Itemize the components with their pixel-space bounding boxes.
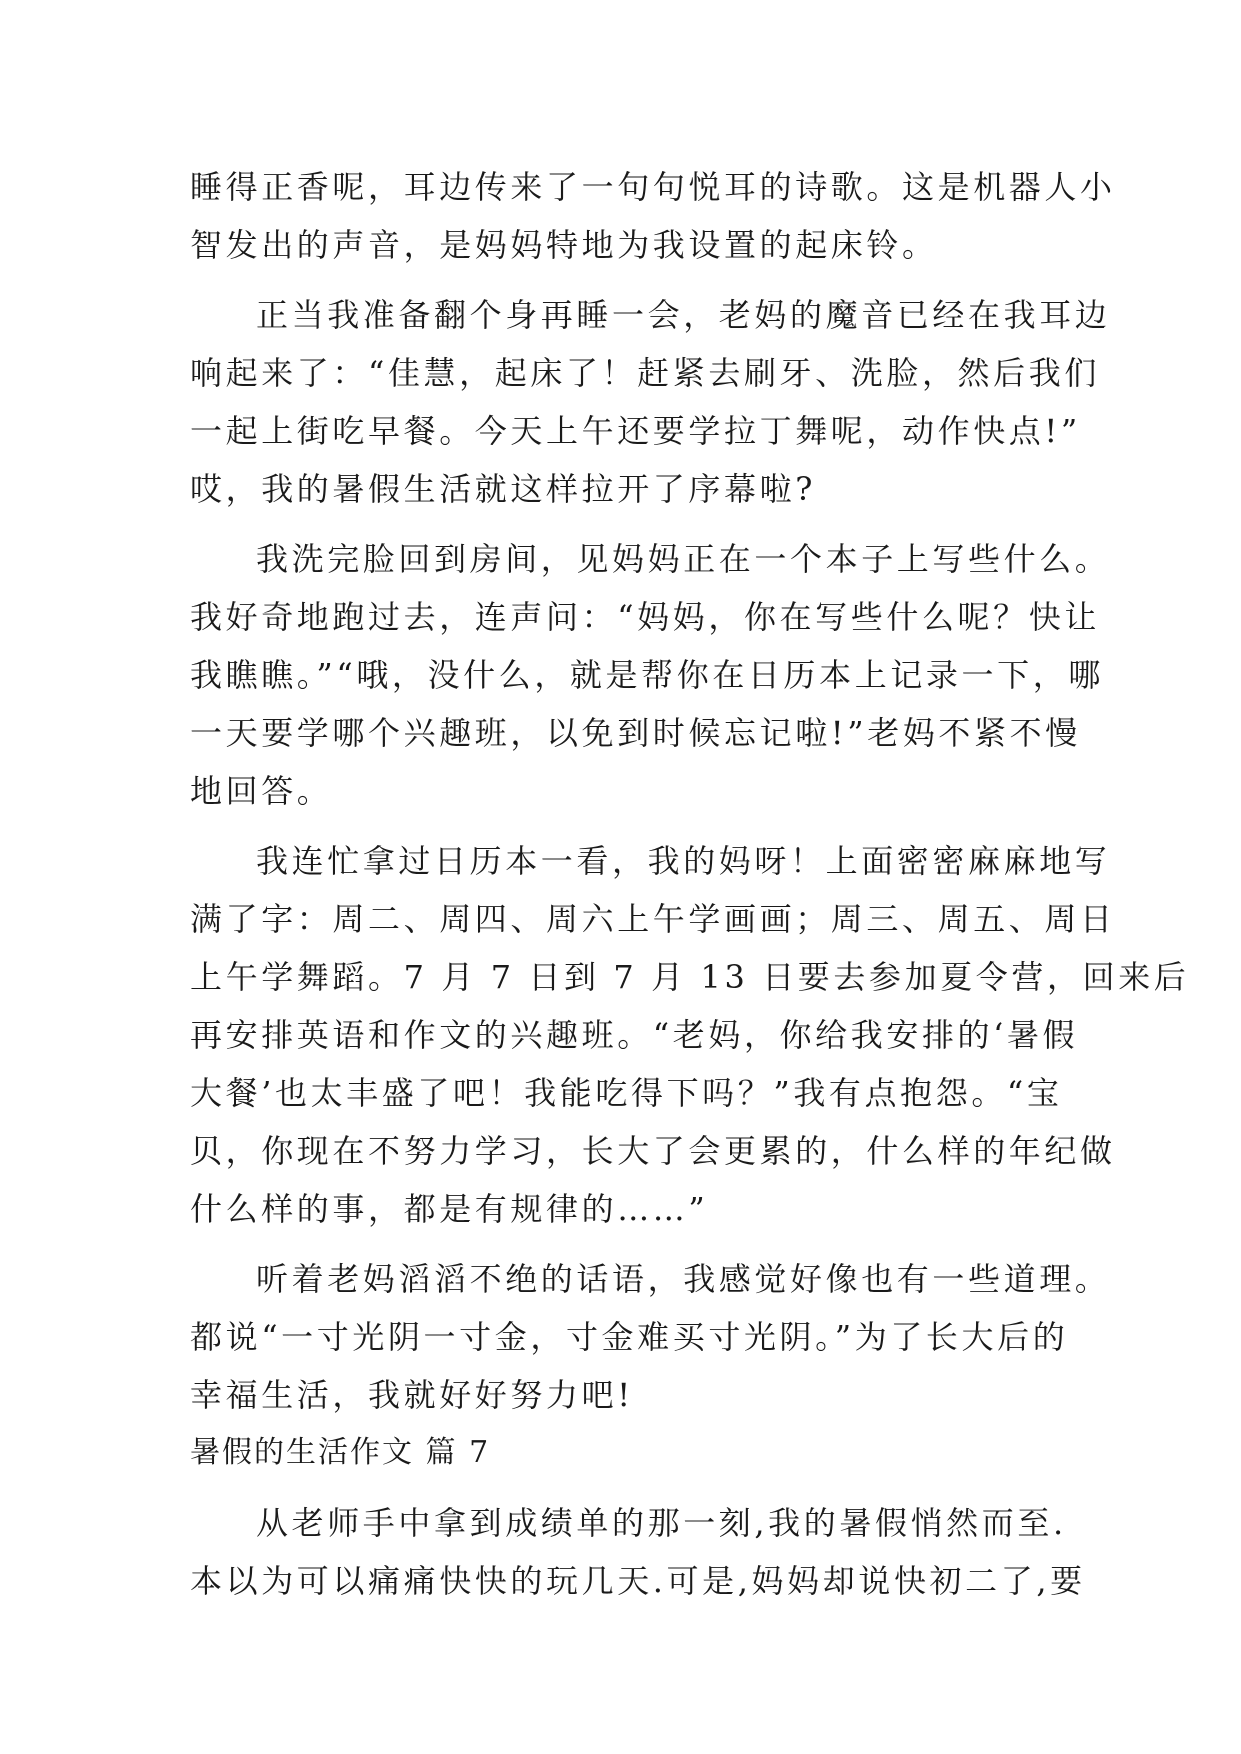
text-line: 一起上街吃早餐。今天上午还要学拉丁舞呢，动作快点!” xyxy=(190,412,1081,450)
paragraph-4 xyxy=(190,832,1190,1238)
text-line: 睡得正香呢，耳边传来了一句句悦耳的诗歌。这是机器人小 xyxy=(190,168,1116,206)
text-line: 我连忙拿过日历本一看，我的妈呀！上面密密麻麻地写 xyxy=(256,842,1111,880)
text-line: 本以为可以痛痛快快的玩几天.可是,妈妈却说快初二了,要 xyxy=(190,1562,1086,1600)
text-line: 上午学舞蹈。7 月 7 日到 7 月 13 日要去参加夏令营，回来后 xyxy=(190,958,1190,996)
text-line: 地回答。 xyxy=(190,772,333,810)
paragraph-3 xyxy=(190,530,1111,820)
text-line: 什么样的事，都是有规律的……” xyxy=(190,1190,709,1228)
paragraph-1 xyxy=(190,158,1116,274)
text-line: 都说“一寸光阴一寸金，寸金难买寸光阴。”为了长大后的 xyxy=(190,1318,1069,1356)
text-line: 一天要学哪个兴趣班，以免到时候忘记啦!”老妈不紧不慢 xyxy=(190,714,1081,752)
section-heading: 暑假的生活作文 篇 7 xyxy=(190,1435,491,1470)
text-line: 哎，我的暑假生活就这样拉开了序幕啦? xyxy=(190,470,816,508)
text-line: 我洗完脸回到房间，见妈妈正在一个本子上写些什么。 xyxy=(256,540,1111,578)
paragraph-6 xyxy=(190,1494,1086,1610)
text-line: 满了字：周二、周四、周六上午学画画；周三、周五、周日 xyxy=(190,900,1116,938)
document-body xyxy=(190,158,1190,1610)
text-line: 大餐’也太丰盛了吧！我能吃得下吗？”我有点抱怨。“宝 xyxy=(190,1074,1063,1112)
text-line: 智发出的声音，是妈妈特地为我设置的起床铃。 xyxy=(190,226,938,264)
text-line: 正当我准备翻个身再睡一会，老妈的魔音已经在我耳边 xyxy=(256,296,1111,334)
text-line: 我瞧瞧。”“哦，没什么，就是帮你在日历本上记录一下，哪 xyxy=(190,656,1104,694)
paragraph-5 xyxy=(190,1250,1111,1424)
text-line: 我好奇地跑过去，连声问：“妈妈，你在写些什么呢？快让 xyxy=(190,598,1100,636)
text-line: 再安排英语和作文的兴趣班。“老妈，你给我安排的‘暑假 xyxy=(190,1016,1079,1054)
text-line: 贝，你现在不努力学习，长大了会更累的，什么样的年纪做 xyxy=(190,1132,1116,1170)
text-line: 听着老妈滔滔不绝的话语，我感觉好像也有一些道理。 xyxy=(256,1260,1111,1298)
text-line: 响起来了：“佳慧，起床了！赶紧去刷牙、洗脸，然后我们 xyxy=(190,354,1100,392)
text-line: 幸福生活，我就好好努力吧! xyxy=(190,1376,634,1414)
text-line: 从老师手中拿到成绩单的那一刻,我的暑假悄然而至. xyxy=(256,1504,1067,1542)
paragraph-2 xyxy=(190,286,1111,518)
